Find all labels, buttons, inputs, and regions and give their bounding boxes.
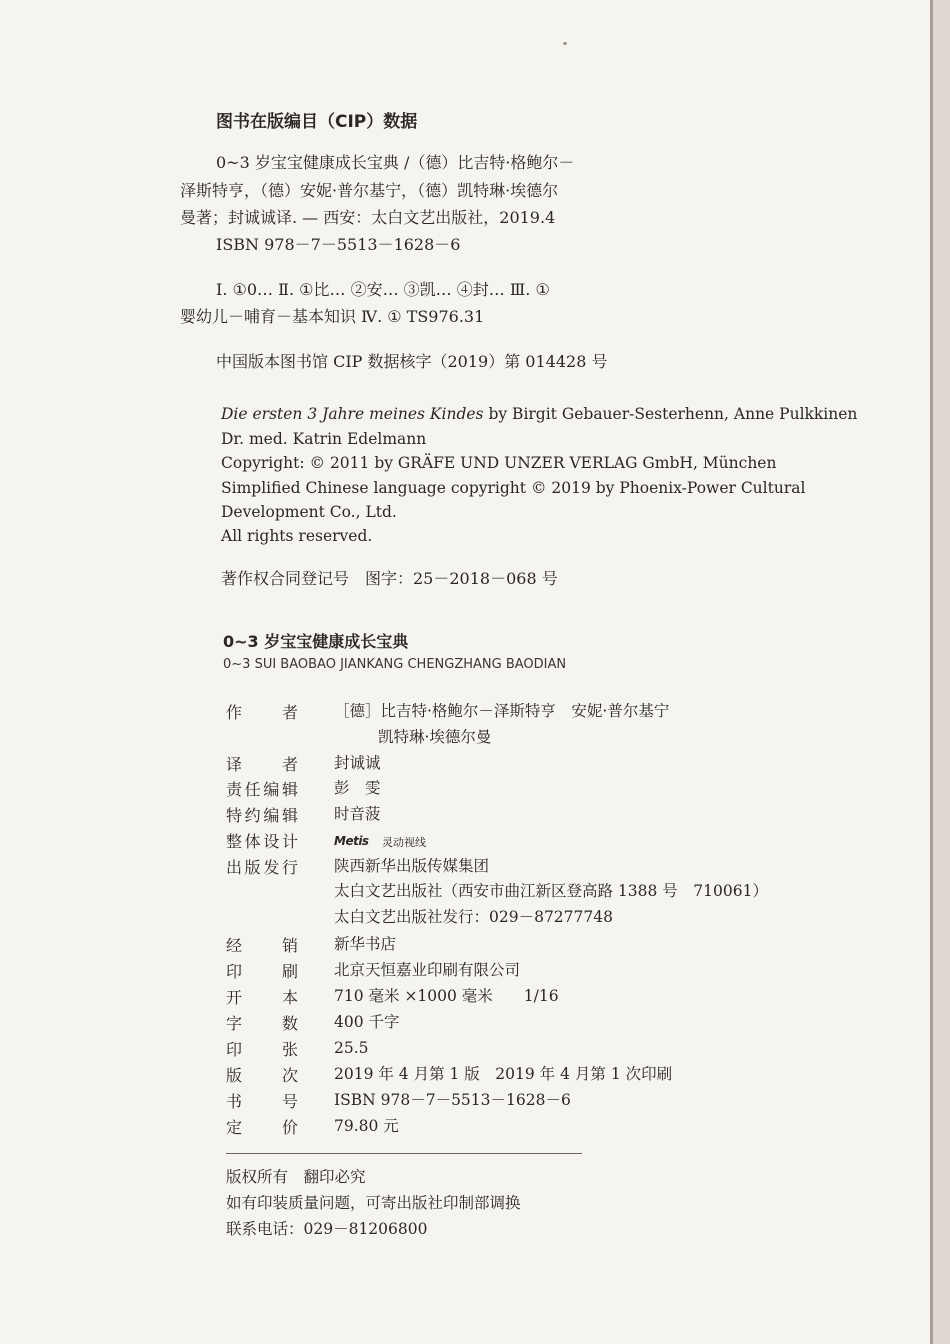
publisher-line-2: 太白文艺出版社（西安市曲江新区登高路 1388 号 710061） — [334, 882, 768, 900]
original-authors: by Birgit Gebauer-Sesterhenn, Anne Pulkkinen — [483, 405, 858, 423]
copyright-line-1 — [221, 407, 857, 423]
word-count-label: 字数 — [226, 1014, 298, 1033]
contract-registration: 著作权合同登记号 图字：25－2018－068 号 — [221, 569, 558, 588]
price-value: 79.80 元 — [334, 1117, 399, 1135]
publisher-line-3: 太白文艺出版社发行：029－87277748 — [334, 908, 613, 926]
copyright-line-5: Development Co., Ltd. — [221, 503, 397, 521]
special-editor-label: 特约编辑 — [226, 806, 298, 825]
cip-classification-2: 婴幼儿－哺育－基本知识 Ⅳ. ① TS976.31 — [180, 307, 485, 326]
design-studio-name: 灵动视线 — [382, 836, 426, 849]
cip-check-number: 中国版本图书馆 CIP 数据核字（2019）第 014428 号 — [216, 352, 608, 371]
publisher-line-1: 陕西新华出版传媒集团 — [334, 857, 490, 875]
metis-logo: Metis — [334, 834, 369, 848]
editor-label: 责任编辑 — [226, 780, 298, 799]
page-edge-strip — [933, 0, 950, 1344]
copyright-line-3: Copyright: © 2011 by GRÄFE UND UNZER VERLAG GmbH, München — [221, 454, 777, 472]
contact-phone: 联系电话：029－81206800 — [226, 1220, 428, 1238]
copyright-line-6: All rights reserved. — [221, 527, 373, 545]
price-label: 定价 — [226, 1118, 298, 1137]
copyright-line-2: Dr. med. Katrin Edelmann — [221, 430, 427, 448]
book-title-pinyin: 0~3 SUI BAOBAO JIANKANG CHENGZHANG BAODIAN — [223, 657, 567, 672]
isbn-label: 书号 — [226, 1092, 298, 1111]
sheets-label: 印张 — [226, 1040, 298, 1059]
publisher-label: 出版发行 — [226, 858, 298, 877]
distributor-value: 新华书店 — [334, 935, 397, 953]
distributor-label: 经销 — [226, 936, 298, 955]
format-label: 开本 — [226, 988, 298, 1007]
edition-label: 版次 — [226, 1066, 298, 1085]
footer-divider — [226, 1153, 582, 1154]
design-label: 整体设计 — [226, 832, 298, 851]
translator-label: 译者 — [226, 755, 298, 774]
isbn-value: ISBN 978－7－5513－1628－6 — [334, 1091, 571, 1109]
edition-value: 2019 年 4 月第 1 版 2019 年 4 月第 1 次印刷 — [334, 1065, 673, 1083]
word-count-value: 400 千字 — [334, 1013, 400, 1031]
author-line-1: ［德］比吉特·格鲍尔－泽斯特亨 安妮·普尔基宁 — [334, 702, 670, 720]
printer-label: 印刷 — [226, 962, 298, 981]
paper-speck — [563, 42, 567, 45]
cip-line-3: 曼著；封诚诚译. — 西安：太白文艺出版社，2019.4 — [180, 208, 556, 227]
original-title: Die ersten 3 Jahre meines Kindes — [221, 405, 484, 423]
copyright-line-4: Simplified Chinese language copyright © 2019 by Phoenix-Power Cultural — [221, 479, 806, 497]
special-editor-value: 时音菠 — [334, 805, 381, 823]
cip-isbn: ISBN 978－7－5513－1628－6 — [216, 235, 461, 254]
format-value: 710 毫米 ×1000 毫米 1/16 — [334, 987, 559, 1005]
editor-value: 彭 雯 — [334, 779, 381, 797]
translator-value: 封诚诚 — [334, 754, 381, 772]
printer-value: 北京天恒嘉业印刷有限公司 — [334, 961, 521, 979]
cip-heading: 图书在版编目（CIP）数据 — [216, 112, 418, 132]
quality-notice: 如有印装质量问题，可寄出版社印制部调换 — [226, 1194, 521, 1212]
rights-notice: 版权所有 翻印必究 — [226, 1168, 366, 1186]
book-title: 0~3 岁宝宝健康成长宝典 — [223, 632, 409, 651]
author-line-2: 凯特琳·埃德尔曼 — [378, 728, 492, 746]
cip-classification-1: Ⅰ. ①0… Ⅱ. ①比… ②安… ③凯… ④封… Ⅲ. ① — [216, 280, 550, 299]
author-label: 作者 — [226, 703, 298, 722]
cip-line-2: 泽斯特亨，（德）安妮·普尔基宁，（德）凯特琳·埃德尔 — [180, 181, 559, 200]
sheets-value: 25.5 — [334, 1039, 369, 1057]
cip-line-1: 0~3 岁宝宝健康成长宝典 /（德）比吉特·格鲍尔－ — [216, 153, 575, 172]
